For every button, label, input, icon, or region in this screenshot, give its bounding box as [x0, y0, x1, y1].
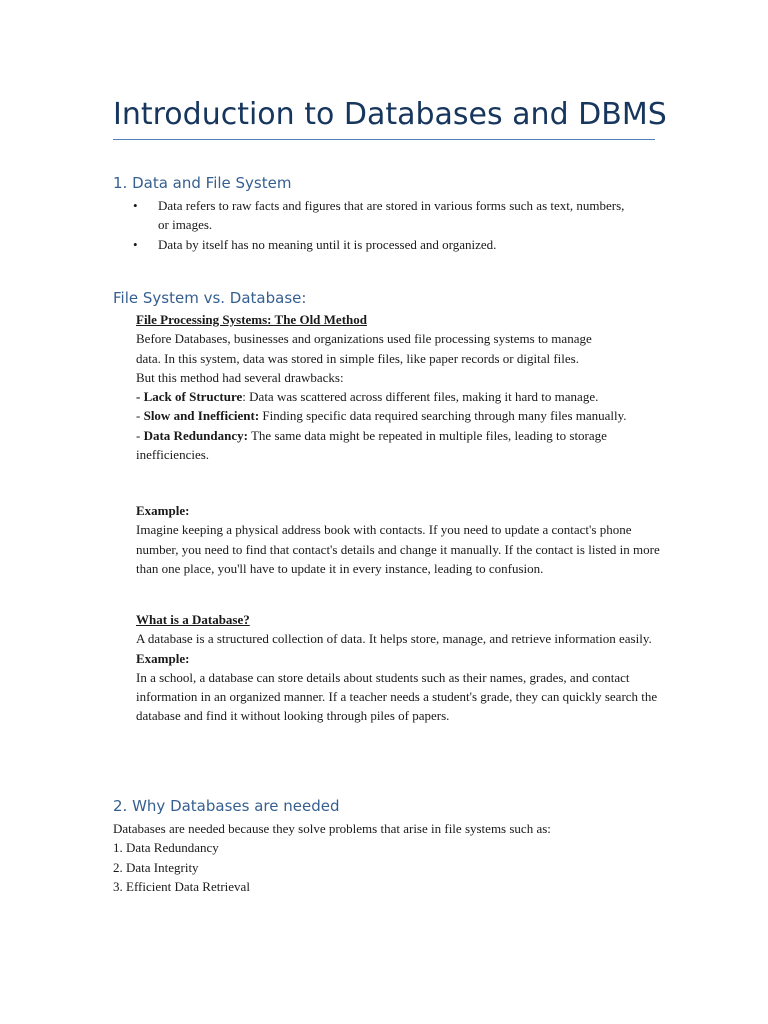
example-label: Example: — [136, 503, 190, 518]
example-label: Example: — [136, 650, 190, 666]
drawback-item — [136, 387, 661, 406]
why-databases-intro: Databases are needed because they solve problems that arise in file systems such as: — [113, 821, 551, 836]
subheading-old-method: File Processing Systems: The Old Method — [136, 312, 367, 327]
drawback-prefix: - — [136, 389, 144, 405]
example-text: Imagine keeping a physical address book with contacts. If you need to update a contact's phone number, you need to find that contact's details and change it manually. If the contact is listed in more than one place, you'll have to update it in every instance, leading to confusion. — [136, 522, 660, 576]
drawback-item — [136, 426, 661, 465]
old-method-intro-line: But this method had several drawbacks: — [136, 369, 344, 385]
drawback-term: Lack of Structure — [143, 389, 243, 405]
bullet-icon: • — [133, 236, 138, 252]
list-item — [133, 196, 636, 235]
drawback-item — [136, 406, 661, 425]
section-heading-why-databases-needed: 2. Why Databases are needed — [113, 797, 340, 815]
drawback-term: Slow and Inefficient: — [143, 408, 260, 424]
database-definition: A database is a structured collection of data. It helps store, manage, and retrieve information easily. — [136, 631, 652, 647]
drawback-prefix: - — [136, 427, 144, 443]
bullet-text: Data refers to raw facts and figures that are stored in various forms such as text, numbers, or images. — [158, 198, 625, 233]
why-databases-body — [113, 819, 673, 896]
old-method-intro-line: data. In this system, data was stored in simple files, like paper records or digital files. — [136, 350, 579, 366]
section-heading-file-system-vs-database: File System vs. Database: — [113, 289, 307, 307]
document-title: Introduction to Databases and DBMS — [113, 97, 667, 132]
list-item — [133, 235, 636, 254]
drawback-text: The same data might be repeated in multiple files, leading to storage inefficiencies. — [136, 427, 607, 463]
section-heading-data-and-file-system: 1. Data and File System — [113, 174, 292, 192]
old-method-example — [136, 501, 661, 578]
bullet-text: Data by itself has no meaning until it is processed and organized. — [158, 236, 497, 252]
subheading-what-is-database: What is a Database? — [136, 612, 250, 627]
title-underline-rule — [113, 139, 655, 140]
example-text: In a school, a database can store details about students such as their names, grades, and contact information in an organized manner. If a teacher needs a student's grade, they can quickly search the database and find it without looking through piles of papers. — [136, 669, 658, 724]
drawback-text: : Data was scattered across different files, making it hard to manage. — [242, 389, 599, 405]
list-item: 1. Data Redundancy — [113, 840, 219, 856]
old-method-block — [136, 310, 661, 464]
data-bullet-list — [133, 196, 636, 254]
drawback-text: Finding specific data required searching through many files manually. — [259, 408, 627, 424]
list-item: 2. Data Integrity — [113, 859, 199, 875]
old-method-intro-line: Before Databases, businesses and organizations used file processing systems to manage — [136, 331, 592, 347]
drawback-term: Data Redundancy: — [143, 427, 248, 443]
what-is-database-block — [136, 610, 661, 726]
list-item: 3. Efficient Data Retrieval — [113, 878, 250, 894]
drawback-prefix: - — [136, 408, 144, 424]
bullet-icon: • — [133, 198, 138, 213]
